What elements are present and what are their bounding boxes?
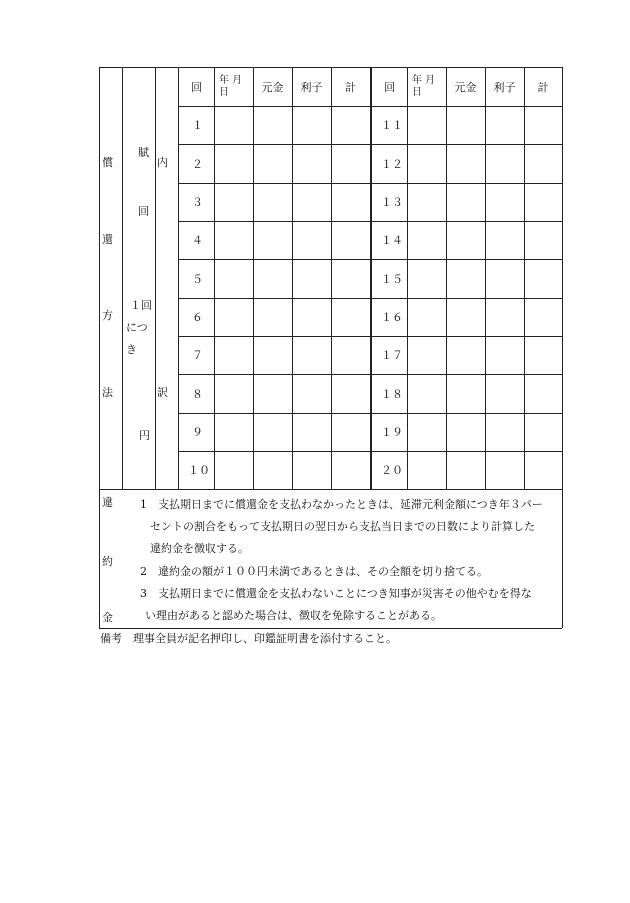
row-number: １９ [381, 426, 403, 439]
row-number: ５ [192, 272, 203, 286]
header-count: 回 [191, 81, 202, 94]
row-number: １６ [381, 311, 403, 324]
remarks-note: 備考 理事全員が記名押印し、印鑑証明書を添付すること。 [100, 632, 397, 645]
grid-line [253, 67, 254, 489]
header-principal: 元金 [454, 81, 477, 94]
breakdown-label-char: 内 [157, 156, 168, 169]
grid-line [485, 67, 486, 489]
row-number: １４ [381, 234, 403, 247]
grid-line [214, 67, 215, 489]
header-total: 計 [345, 81, 356, 94]
header-date: 年 月 日 [219, 75, 243, 98]
repayment-label-char: 方 [102, 309, 113, 322]
row-number: １８ [381, 387, 403, 401]
table-divider [99, 489, 562, 490]
row-number: １１ [381, 119, 403, 132]
row-number: ２０ [381, 464, 403, 477]
row-number: １０ [188, 464, 210, 477]
per-time-label: き [126, 343, 137, 356]
row-number: １５ [381, 272, 403, 286]
penalty-label-char: 金 [102, 611, 113, 624]
grid-line [331, 67, 332, 489]
row-number: ８ [192, 387, 203, 401]
header-principal: 元金 [261, 81, 284, 94]
table-left-border [99, 67, 100, 628]
row-number: １ [192, 119, 203, 132]
penalty-label-char: 違 [102, 496, 113, 509]
yen-label: 円 [139, 429, 150, 442]
row-number: ７ [192, 349, 203, 362]
grid-line [446, 67, 447, 489]
per-time-label: につ [126, 321, 148, 334]
penalty-text-line: セントの割合をもって支払期日の翌日から支払当日までの日数により計算した [150, 520, 535, 533]
grid-line [155, 67, 156, 489]
table-right-border [562, 67, 563, 628]
row-number: ４ [192, 234, 203, 247]
penalty-text-line: 2 違約金の額が１００円未満であるときは、その全額を切り捨てる。 [140, 565, 488, 578]
grid-line [122, 67, 123, 489]
row-number: １２ [381, 157, 403, 171]
header-total: 計 [537, 81, 549, 94]
row-number: ６ [192, 311, 203, 324]
penalty-text-line: 1 支払期日までに償還金を支払わなかったときは、延滞元利金額につき年３パー [140, 498, 543, 511]
grid-line [407, 67, 408, 489]
header-interest: 利子 [300, 81, 323, 94]
breakdown-label-char: 訳 [157, 386, 168, 399]
header-interest: 利子 [493, 81, 516, 94]
grid-line [524, 67, 525, 489]
row-number: １７ [381, 349, 403, 362]
penalty-label-char: 約 [102, 555, 113, 568]
grid-line [292, 67, 293, 489]
installments-label-char: 賦 [138, 146, 149, 159]
penalty-text-line: 違約金を徴収する。 [150, 542, 249, 555]
repayment-label-char: 法 [102, 386, 113, 399]
table-bottom-border [99, 628, 562, 629]
repayment-label-char: 償 [102, 156, 113, 169]
row-number: ９ [192, 426, 203, 439]
row-number: ３ [192, 196, 203, 209]
row-number: ２ [192, 157, 203, 171]
penalty-text-line: い理由があると認めた場合は、徴収を免除することがある。 [145, 609, 442, 622]
penalty-text-line: 3 支払期日までに償還金を支払わないことにつき知事が災害その他やむを得な [140, 587, 532, 600]
installments-label-char: 回 [138, 205, 149, 218]
header-count: 回 [384, 81, 395, 94]
header-date: 年 月 日 [412, 75, 436, 98]
per-time-label: １回 [130, 299, 152, 312]
repayment-label-char: 還 [102, 233, 113, 246]
row-number: １３ [381, 196, 403, 209]
